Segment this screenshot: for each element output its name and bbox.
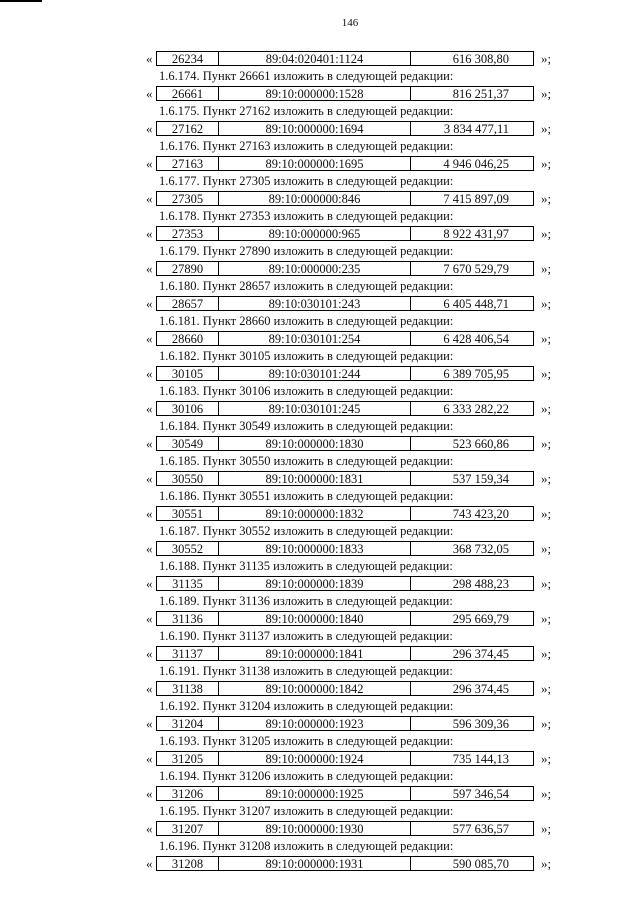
record-table (156, 751, 534, 766)
amendment-heading: 1.6.182. Пункт 30105 изложить в следующей редакции: (159, 349, 454, 363)
amendment-heading: 1.6.178. Пункт 27353 изложить в следующей редакции: (159, 209, 454, 223)
amendment-heading: 1.6.190. Пункт 31137 изложить в следующей редакции: (159, 629, 453, 643)
opening-quote: « (146, 436, 153, 451)
record-table (156, 366, 534, 381)
table-row (0, 610, 640, 628)
cadastral-number: 89:10:000000:1831 (219, 472, 411, 485)
table-row (0, 855, 640, 873)
amendment-item (0, 803, 640, 838)
cadastral-number: 89:10:000000:1923 (219, 717, 411, 730)
cadastral-number: 89:10:030101:244 (219, 367, 411, 380)
record-table (156, 856, 534, 871)
table-row (0, 575, 640, 593)
cadastral-number: 89:10:000000:1528 (219, 87, 411, 100)
amendment-item (0, 68, 640, 103)
cadastral-number: 89:10:030101:245 (219, 402, 411, 415)
table-row (0, 645, 640, 663)
amendment-heading: 1.6.196. Пункт 31208 изложить в следующей редакции: (159, 839, 454, 853)
record-number: 30106 (157, 402, 219, 415)
cadastral-value: 743 423,20 (452, 507, 509, 520)
closing-quote: »; (541, 51, 552, 66)
record-table (156, 156, 534, 171)
opening-quote: « (146, 86, 153, 101)
cadastral-value: 6 428 406,54 (443, 332, 509, 345)
closing-quote: »; (541, 191, 552, 206)
opening-quote: « (146, 191, 153, 206)
opening-quote: « (146, 331, 153, 346)
closing-quote: »; (541, 786, 552, 801)
record-table (156, 576, 534, 591)
corner-mark (0, 0, 42, 2)
cadastral-value: 296 374,45 (452, 647, 509, 660)
opening-quote: « (146, 261, 153, 276)
page-number: 146 (341, 17, 359, 29)
opening-quote: « (146, 751, 153, 766)
record-number: 31205 (157, 752, 219, 765)
record-table (156, 86, 534, 101)
table-row (0, 260, 640, 278)
amendment-item (0, 593, 640, 628)
opening-quote: « (146, 296, 153, 311)
cadastral-number: 89:10:000000:846 (219, 192, 411, 205)
opening-quote: « (146, 856, 153, 871)
opening-quote: « (146, 156, 153, 171)
table-row (0, 680, 640, 698)
cadastral-number: 89:10:000000:1931 (219, 857, 411, 870)
amendment-item (0, 733, 640, 768)
opening-quote: « (146, 506, 153, 521)
closing-quote: »; (541, 611, 552, 626)
amendment-heading: 1.6.175. Пункт 27162 изложить в следующей редакции: (159, 104, 454, 118)
cadastral-value: 590 085,70 (452, 857, 509, 870)
table-row (0, 750, 640, 768)
record-number: 30549 (157, 437, 219, 450)
record-number: 30105 (157, 367, 219, 380)
table-row (0, 365, 640, 383)
amendment-heading: 1.6.177. Пункт 27305 изложить в следующей редакции: (159, 174, 454, 188)
amendment-heading: 1.6.188. Пункт 31135 изложить в следующей редакции: (159, 559, 453, 573)
cadastral-number: 89:10:030101:243 (219, 297, 411, 310)
opening-quote: « (146, 611, 153, 626)
table-row (0, 540, 640, 558)
cadastral-value: 6 389 705,95 (443, 367, 509, 380)
amendment-heading: 1.6.176. Пункт 27163 изложить в следующей редакции: (159, 139, 454, 153)
cadastral-number: 89:10:000000:1925 (219, 787, 411, 800)
amendment-heading: 1.6.195. Пункт 31207 изложить в следующей редакции: (159, 804, 454, 818)
amendment-heading: 1.6.187. Пункт 30552 изложить в следующей редакции: (159, 524, 454, 538)
closing-quote: »; (541, 156, 552, 171)
table-row (0, 190, 640, 208)
record-number: 27353 (157, 227, 219, 240)
record-number: 30550 (157, 472, 219, 485)
cadastral-value: 4 946 046,25 (443, 157, 509, 170)
cadastral-number: 89:10:000000:1830 (219, 437, 411, 450)
cadastral-value: 8 922 431,97 (443, 227, 509, 240)
record-number: 28657 (157, 297, 219, 310)
record-number: 31208 (157, 857, 219, 870)
cadastral-number: 89:10:000000:965 (219, 227, 411, 240)
closing-quote: »; (541, 261, 552, 276)
closing-quote: »; (541, 751, 552, 766)
cadastral-value: 296 374,45 (452, 682, 509, 695)
cadastral-value: 523 660,86 (452, 437, 509, 450)
amendment-item (0, 628, 640, 663)
closing-quote: »; (541, 121, 552, 136)
cadastral-number: 89:10:000000:1841 (219, 647, 411, 660)
cadastral-number: 89:10:000000:1924 (219, 752, 411, 765)
cadastral-number: 89:10:000000:1840 (219, 612, 411, 625)
record-number: 31135 (157, 577, 219, 590)
table-row (0, 400, 640, 418)
cadastral-number: 89:10:000000:1839 (219, 577, 411, 590)
cadastral-value: 7 670 529,79 (443, 262, 509, 275)
amendment-item (0, 698, 640, 733)
cadastral-value: 596 309,36 (452, 717, 509, 730)
amendment-item (0, 488, 640, 523)
cadastral-number: 89:10:000000:1695 (219, 157, 411, 170)
amendment-item (0, 278, 640, 313)
closing-quote: »; (541, 576, 552, 591)
record-table (156, 681, 534, 696)
record-table (156, 821, 534, 836)
record-number: 31138 (157, 682, 219, 695)
closing-quote: »; (541, 331, 552, 346)
closing-quote: »; (541, 366, 552, 381)
amendment-heading: 1.6.194. Пункт 31206 изложить в следующей редакции: (159, 769, 454, 783)
record-number: 27163 (157, 157, 219, 170)
cadastral-value: 537 159,34 (452, 472, 509, 485)
table-row (0, 785, 640, 803)
opening-quote: « (146, 471, 153, 486)
closing-quote: »; (541, 646, 552, 661)
record-number: 31137 (157, 647, 219, 660)
record-number: 28660 (157, 332, 219, 345)
opening-quote: « (146, 401, 153, 416)
amendment-heading: 1.6.186. Пункт 30551 изложить в следующей редакции: (159, 489, 454, 503)
record-number: 31207 (157, 822, 219, 835)
table-row (0, 470, 640, 488)
amendment-item (0, 103, 640, 138)
record-number: 31136 (157, 612, 219, 625)
closing-quote: »; (541, 296, 552, 311)
record-table (156, 646, 534, 661)
amendment-heading: 1.6.174. Пункт 26661 изложить в следующей редакции: (159, 69, 454, 83)
amendment-item (0, 173, 640, 208)
record-table (156, 611, 534, 626)
record-table (156, 226, 534, 241)
cadastral-value: 3 834 477,11 (443, 122, 509, 135)
amendment-item (0, 663, 640, 698)
cadastral-value: 577 636,57 (452, 822, 509, 835)
amendment-list (0, 68, 640, 873)
closing-quote: »; (541, 821, 552, 836)
amendment-heading: 1.6.179. Пункт 27890 изложить в следующей редакции: (159, 244, 454, 258)
cadastral-value: 616 308,80 (452, 52, 509, 65)
amendment-heading: 1.6.193. Пункт 31205 изложить в следующей редакции: (159, 734, 454, 748)
opening-quote: « (146, 576, 153, 591)
table-row (0, 715, 640, 733)
closing-quote: »; (541, 856, 552, 871)
record-table (156, 436, 534, 451)
cadastral-number: 89:10:000000:1930 (219, 822, 411, 835)
cadastral-number: 89:10:000000:1833 (219, 542, 411, 555)
opening-quote: « (146, 366, 153, 381)
amendment-item (0, 453, 640, 488)
amendment-item (0, 558, 640, 593)
record-table (156, 121, 534, 136)
amendment-heading: 1.6.192. Пункт 31204 изложить в следующей редакции: (159, 699, 454, 713)
cadastral-number: 89:10:030101:254 (219, 332, 411, 345)
record-number: 30552 (157, 542, 219, 555)
record-number: 26234 (157, 52, 219, 65)
closing-quote: »; (541, 226, 552, 241)
record-table (156, 401, 534, 416)
cadastral-number: 89:04:020401:1124 (219, 52, 411, 65)
cadastral-value: 295 669,79 (452, 612, 509, 625)
closing-quote: »; (541, 506, 552, 521)
cadastral-value: 368 732,05 (452, 542, 509, 555)
closing-quote: »; (541, 401, 552, 416)
closing-quote: »; (541, 471, 552, 486)
record-number: 27162 (157, 122, 219, 135)
table-row (0, 505, 640, 523)
table-row (0, 50, 640, 68)
amendment-item (0, 313, 640, 348)
table-row (0, 225, 640, 243)
amendment-item (0, 138, 640, 173)
opening-quote: « (146, 646, 153, 661)
cadastral-number: 89:10:000000:235 (219, 262, 411, 275)
amendment-item (0, 243, 640, 278)
table-row (0, 85, 640, 103)
amendment-item (0, 348, 640, 383)
cadastral-value: 597 346,54 (452, 787, 509, 800)
amendment-heading: 1.6.191. Пункт 31138 изложить в следующей редакции: (159, 664, 453, 678)
cadastral-value: 6 333 282,22 (443, 402, 509, 415)
table-row (0, 435, 640, 453)
record-table (156, 541, 534, 556)
closing-quote: »; (541, 716, 552, 731)
record-number: 27305 (157, 192, 219, 205)
amendment-heading: 1.6.189. Пункт 31136 изложить в следующей редакции: (159, 594, 453, 608)
amendment-item (0, 768, 640, 803)
opening-quote: « (146, 716, 153, 731)
record-table (156, 331, 534, 346)
opening-quote: « (146, 541, 153, 556)
record-table (156, 261, 534, 276)
cadastral-value: 298 488,23 (452, 577, 509, 590)
amendment-heading: 1.6.184. Пункт 30549 изложить в следующей редакции: (159, 419, 454, 433)
closing-quote: »; (541, 436, 552, 451)
opening-quote: « (146, 681, 153, 696)
record-table (156, 471, 534, 486)
closing-quote: »; (541, 681, 552, 696)
table-row (0, 155, 640, 173)
opening-quote: « (146, 51, 153, 66)
record-table (156, 506, 534, 521)
record-number: 31204 (157, 717, 219, 730)
record-table (156, 716, 534, 731)
amendment-item (0, 383, 640, 418)
table-row (0, 295, 640, 313)
cadastral-value: 6 405 448,71 (443, 297, 509, 310)
amendment-heading: 1.6.185. Пункт 30550 изложить в следующей редакции: (159, 454, 454, 468)
record-number: 27890 (157, 262, 219, 275)
cadastral-number: 89:10:000000:1832 (219, 507, 411, 520)
record-table (156, 786, 534, 801)
cadastral-number: 89:10:000000:1694 (219, 122, 411, 135)
table-row (0, 120, 640, 138)
opening-quote: « (146, 786, 153, 801)
record-number: 30551 (157, 507, 219, 520)
amendment-item (0, 208, 640, 243)
amendment-heading: 1.6.181. Пункт 28660 изложить в следующей редакции: (159, 314, 454, 328)
amendment-heading: 1.6.180. Пункт 28657 изложить в следующей редакции: (159, 279, 454, 293)
amendment-item (0, 523, 640, 558)
cadastral-value: 7 415 897,09 (443, 192, 509, 205)
document-body (0, 50, 640, 873)
cadastral-value: 735 144,13 (452, 752, 509, 765)
opening-quote: « (146, 821, 153, 836)
amendment-heading: 1.6.183. Пункт 30106 изложить в следующей редакции: (159, 384, 454, 398)
record-table (156, 296, 534, 311)
record-table (156, 191, 534, 206)
amendment-item (0, 838, 640, 873)
table-row (0, 330, 640, 348)
record-number: 26661 (157, 87, 219, 100)
closing-quote: »; (541, 541, 552, 556)
cadastral-value: 816 251,37 (452, 87, 509, 100)
table-row (0, 820, 640, 838)
opening-quote: « (146, 121, 153, 136)
record-number: 31206 (157, 787, 219, 800)
record-table (156, 51, 534, 66)
opening-quote: « (146, 226, 153, 241)
closing-quote: »; (541, 86, 552, 101)
amendment-item (0, 418, 640, 453)
cadastral-number: 89:10:000000:1842 (219, 682, 411, 695)
